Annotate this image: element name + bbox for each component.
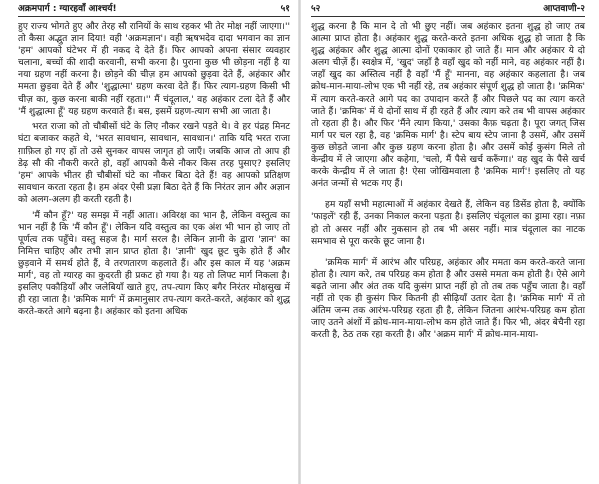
right-page-body xyxy=(311,21,585,341)
paragraph: 'मैं कौन हूँ?' यह समझ में नहीं आता। अविरक्ष का भान है, लेकिन वस्तुत्व का भान नहीं है कि 'मैं कौन हूँ'। लेकिन यदि वस्तुत्व का एक अंश भी भान हो जाए तो पूर्णत्व तक पहुँचे। वस्तु सहज है। मार्ग सरल है। लेकिन ज्ञानी के द्वारा 'ज्ञान' का निमित्त चाहिए और तभी ज्ञान प्राप्त होता है। 'ज्ञानी' खुद छूट चुके होते हैं और छुड़वाने में समर्थ होते हैं, वे तरणतारण कहलाते हैं। और इस काल में यह 'अक्रम मार्ग', वह तो ग्यारह का कुदरती ही प्रकट हो गया है। यह तो लिफ्ट मार्ग निकला है। इसलिए पकौड़ियाँ और जलेबियाँ खाते हुए, तप-त्याग किए बगैर निरंतर मोक्षसुख में ही रहा जाता है। 'क्रमिक मार्ग' में क्रमानुसार तप-त्याग करते-करते, अहंकार को शुद्ध करते-करते आगे बढ़ना है। अहंकार को इतना अधिक xyxy=(18,210,290,318)
left-running-title: अक्रमपार्ग : ग्यारहवाँ आश्चर्य! xyxy=(18,4,117,14)
right-running-title: आप्तवाणी-२ xyxy=(543,4,585,14)
book-gutter xyxy=(298,0,301,484)
right-page-header xyxy=(311,4,585,17)
paragraph: 'क्रमिक मार्ग' में आरंभ और परिग्रह, अहंकार और ममता कम करते-करते जाना होता है। त्याग करे, तब परिग्रह कम होता है और उससे ममता कम होती है। ऐसे आगे बढ़ते जाना और अंत तक यदि कुसंग प्राप्त नहीं हो तो तब तक पहुँच जाता है। वहाँ नहीं तो एक ही कुसंग फिर कितनी ही सीढ़ियाँ उतार देता है। 'क्रमिक मार्ग' में तो अंतिम जन्म तक आरंभ-परिग्रह रहता ही है, लेकिन जितना आरंभ-परिग्रह कम होता जाए उतने अंशों में क्रोध-मान-माया-लोभ कम होते जाते हैं। फिर भी, अंदर बेचैनी रहा करती है, ठेठ तक रहा करती है। और 'अक्रम मार्ग' में क्रोध-मान-माया- xyxy=(311,257,585,341)
paragraph: हुए राज्य भोगते हुए और तेरह सौ रानियों के साथ रहकर भी तेर मोक्ष नहीं जाएगा।'' तो कैसा अद्भुत ज्ञान दिया! वही 'अक्रमज्ञान'। वही ऋषभदेव दादा भगवान का ज्ञान 'हम' आपको घंटेभर में ही नकद दे देते हैं। फिर आपको अपना संसार व्यवहार चलाना, बच्चों की शादी करवानी, सभी करना है। पुराना कुछ भी छोड़ना नहीं है या नया ग्रहण नहीं करना है। छोड़ने की चीज़ हम आपको छुड़वा देते हैं, अहंकार और ममता छुड़वा देते हैं और 'शुद्धात्मा' ग्रहण करवा देते हैं। फिर त्याग-ग्रहण किसी भी चीज़ का, कुछ करना बाकी नहीं रहता।'' मैं चंदूलाल,' वह अहंकार टला देते हैं और 'मैं शुद्धात्मा हूँ' यह ग्रहण करवाते हैं। बस, इसमें ग्रहण-त्याग सभी आ जाता है। xyxy=(18,22,290,117)
paragraph: भरत राजा को तो चौबीसों घंटे के लिए नौकर रखने पड़ते थे। वे हर पंद्रह मिनट घंटा बजाकर कहते थे, 'भरत सावधान, सावधान, सावधान।' ताकि यदि भरत राजा ग़ाफ़िल हो गए हों तो उसे सुनकर वापस जागृत हो जाएँ। जबकि आज तो आप ही डेढ़ सौ की नौकरी करते हो, वहाँ आपको कैसे नौकर किस तरह पुसाए? इसलिए 'हम' आपके भीतर ही चौबीसों घंटे का नौकर बिठा देते हैं! वह आपको प्रतिक्षण सावधान करता रहता है। हम अंदर ऐसी प्रज्ञा बिठा देते हैं कि निरंतर ज्ञान और अज्ञान को अलग-अलग ही करती रहती है। xyxy=(18,122,290,205)
left-page-header xyxy=(18,4,290,17)
paragraph: हम यहाँ सभी महात्माओं में अहंकार देखते हैं, लेकिन वह डिसेंड होता है, क्योंकि 'फाइलें' रही हैं, उनका निकाल करना पड़ता है। इसलिए चंदूलाल का ड्रामा रहा। नफ़ा हो तो असर नहीं और नुकसान हो तब भी असर नहीं। मात्र चंदूलाल का नाटक समभाव से पूरा करके छूट जाना है। xyxy=(311,200,585,247)
left-page-body xyxy=(18,21,290,318)
right-page xyxy=(303,0,599,484)
paragraph: शुद्ध करना है कि मान दे तो भी छुए नहीं। जब अहंकार इतना शुद्ध हो जाए तब आत्मा प्राप्त होता है। अहंकार शुद्ध करते-करते इतना अधिक शुद्ध हो जाता है कि शुद्ध अहंकार और शुद्ध आत्मा दोनों एकाकार हो जाते हैं। मान और अहंकार ये दो अलग चीज़ें हैं। स्वक्षेत्र में, 'खुद' जहाँ है वहाँ खुद को नहीं माने, वह अहंकार नहीं है। जहाँ खुद का अस्तित्व नहीं है वहाँ 'मैं हूँ' मानना, वह अहंकार कहलाता है। जब क्रोध-मान-माया-लोभ एक भी नहीं रहे, तब अहंकार संपूर्ण शुद्ध हो जाता है। 'क्रमिक' में त्याग करते-करते आगे पद का उपादान करते हैं और पिछले पद का त्याग करते जाते हैं। 'क्रमिक' में ये दोनों साथ में ही रहते हैं और त्याग करे तब भी वापस अहंकार तो रहता ही है। और फिर 'मैंने त्याग किया,' उसका कैफ़ चढ़ता है। पूरा जगत् जिस मार्ग पर चल रहा है, वह 'क्रमिक मार्ग' है। स्टेप बाय स्टेप जाना है उसमें, और उसमें कुछ छोड़ते जाना और कुछ ग्रहण करना होता है। और उसमें कोई कुसंग मिले तो केन्द्रीय में ले जाएगा और कहेगा, 'चलो, मैं पैसे खर्च करूँगा।' वह खुद के पैसे खर्च करके केन्द्रीय में ले जाता है! ऐसा जोखिमवाला है 'क्रमिक मार्ग'! इसलिए तो यह अनंत जन्मों से भटक गए हैं। xyxy=(311,22,585,190)
left-page-number: ५१ xyxy=(280,4,290,14)
left-page xyxy=(0,0,296,484)
right-page-number: ५२ xyxy=(311,4,321,14)
